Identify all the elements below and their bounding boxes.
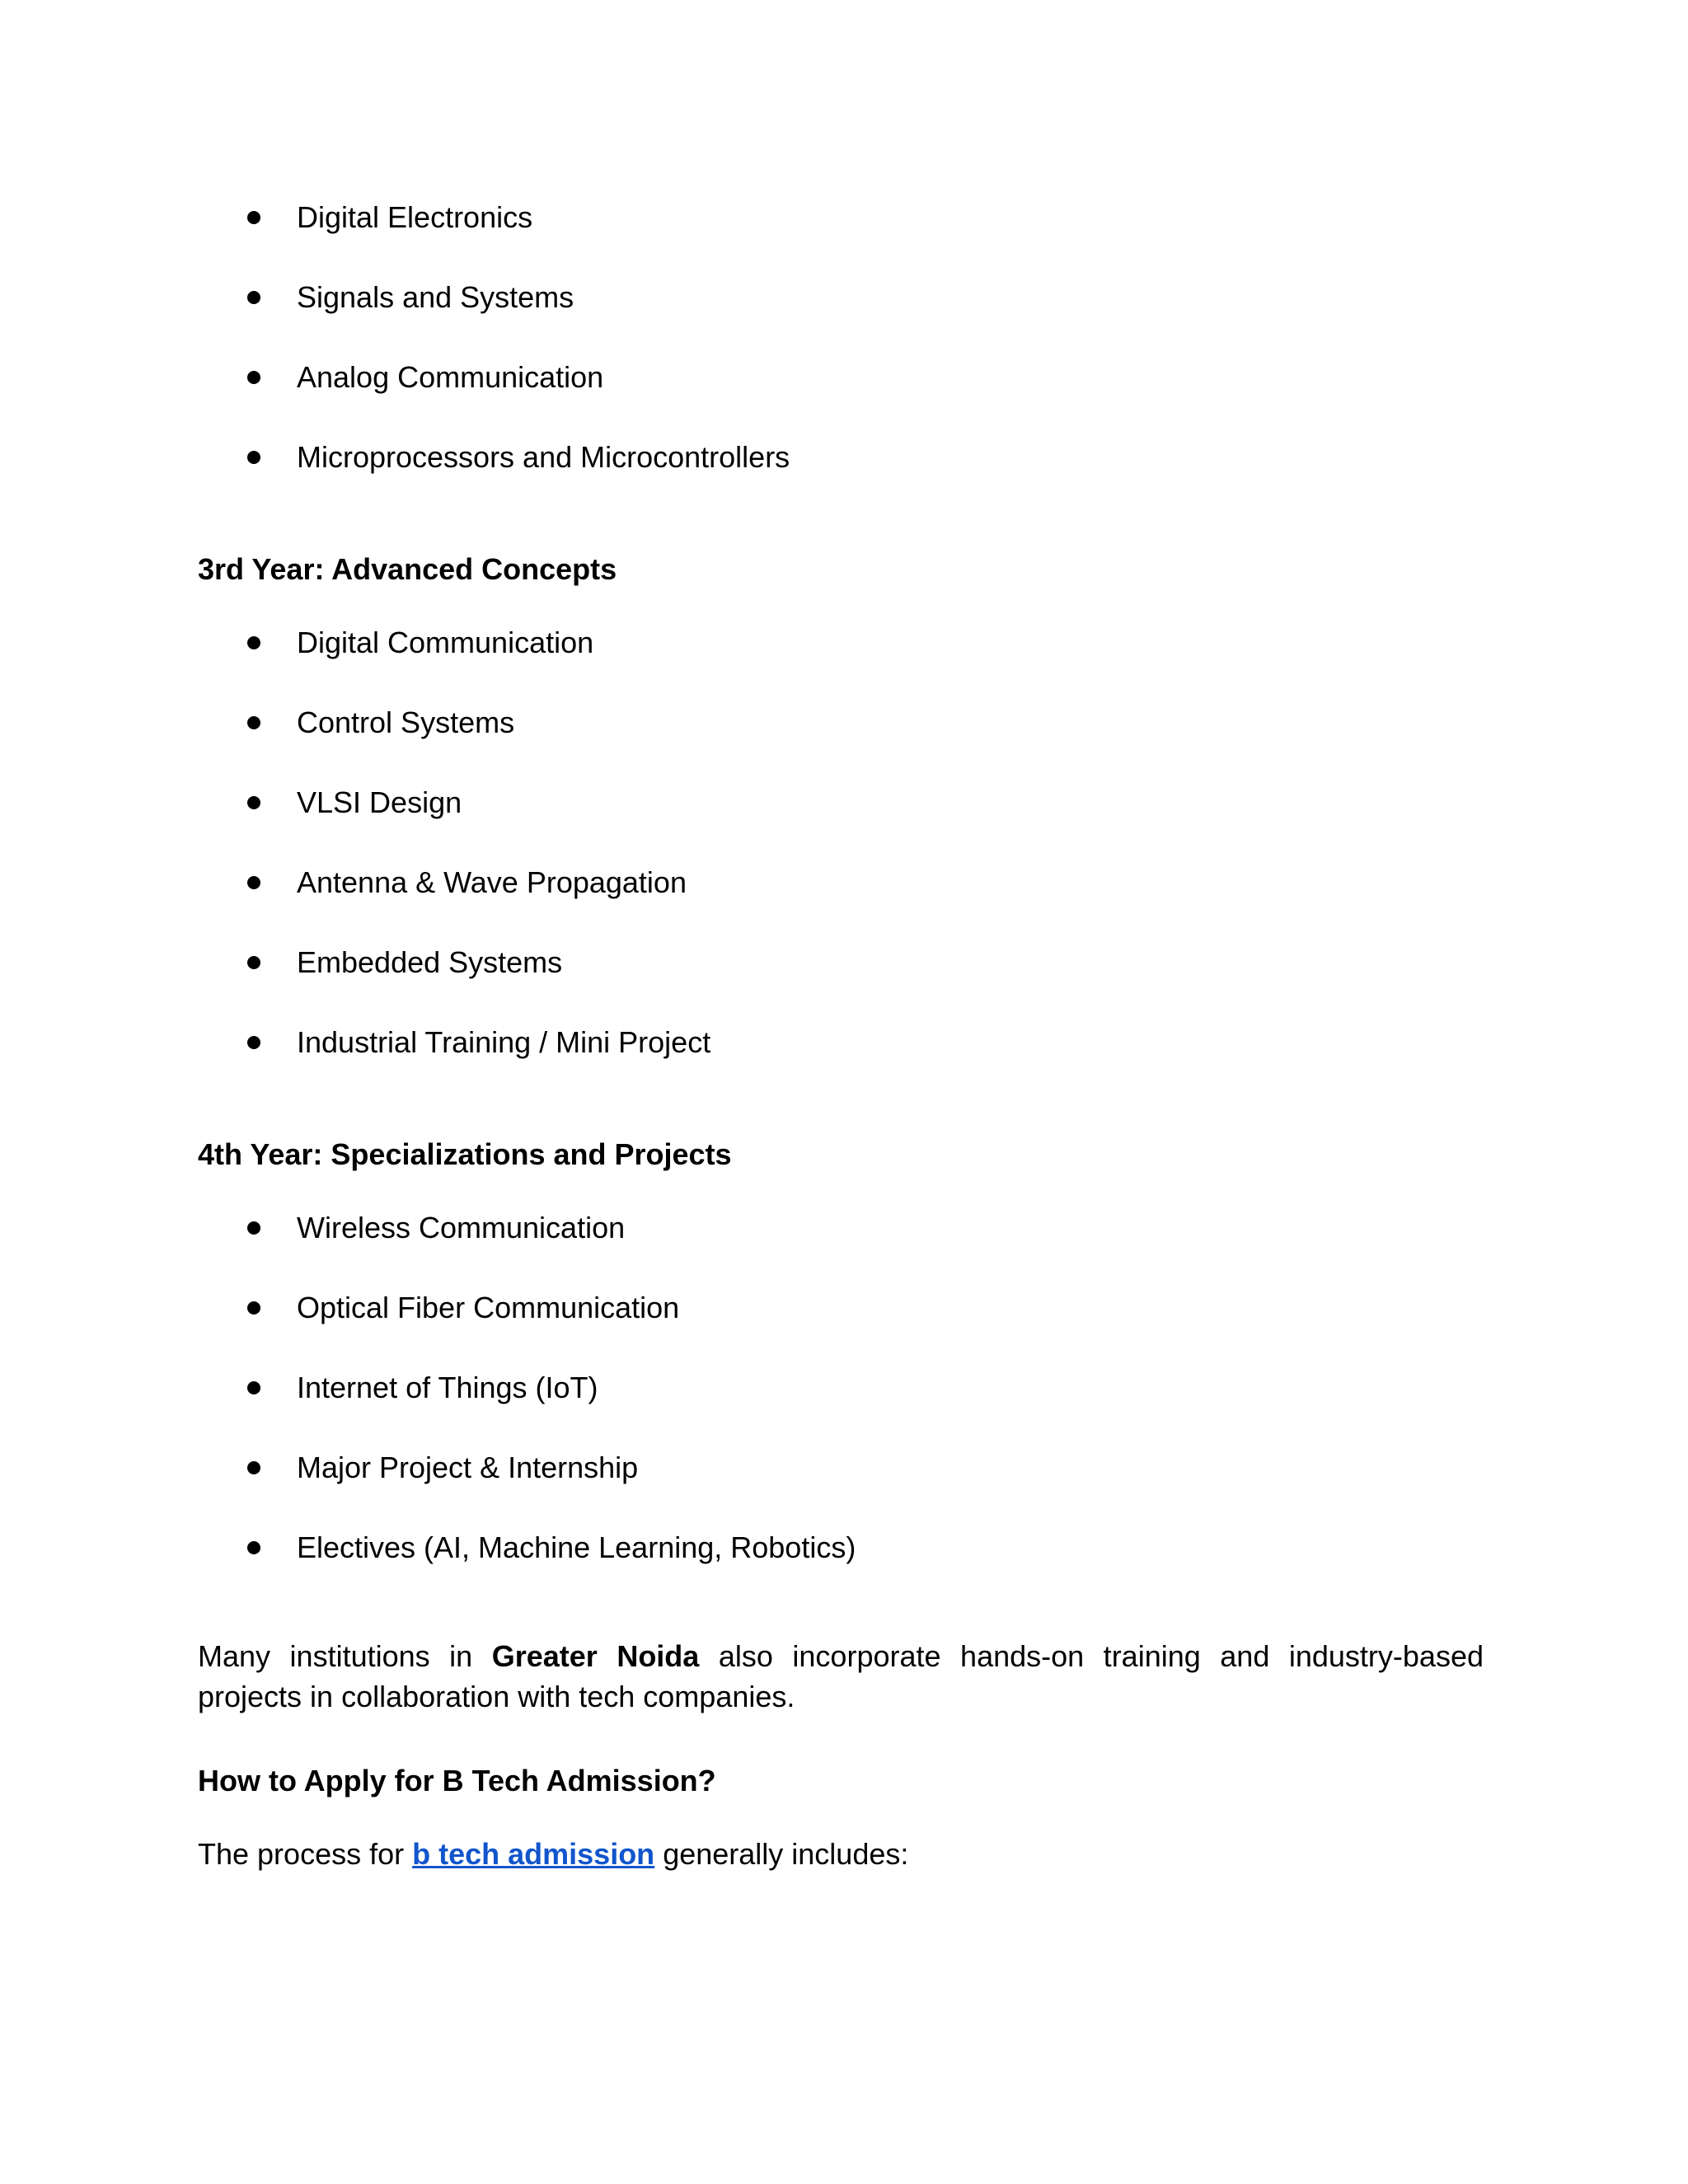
apply-paragraph — [198, 1834, 1484, 1874]
list-item-text: Internet of Things (IoT) — [297, 1371, 598, 1404]
list-item — [247, 1363, 598, 1413]
bullet-icon — [247, 716, 260, 729]
bullet-icon — [247, 1301, 260, 1315]
list-item-text: Analog Communication — [297, 360, 604, 394]
list-item-text: Signals and Systems — [297, 280, 574, 314]
list-item — [247, 1443, 638, 1493]
bullet-icon — [247, 211, 260, 224]
list-item — [247, 778, 462, 827]
list-item-text: Wireless Communication — [297, 1211, 626, 1244]
list-item-text: Industrial Training / Mini Project — [297, 1025, 711, 1059]
list-item — [247, 698, 514, 748]
list-item-text: Control Systems — [297, 705, 515, 739]
bullet-icon — [247, 1221, 260, 1235]
list-item-text: Major Project & Internship — [297, 1451, 639, 1484]
list-item-text: Embedded Systems — [297, 945, 563, 979]
bullet-icon — [247, 956, 260, 969]
b-tech-admission-link[interactable]: b tech admission — [412, 1837, 655, 1871]
list-item-text: Microprocessors and Microcontrollers — [297, 440, 790, 474]
list-item — [247, 858, 687, 907]
list-item-text: Digital Electronics — [297, 200, 533, 234]
list-item — [247, 353, 603, 402]
list-item-text: VLSI Design — [297, 785, 462, 819]
list-item-text: Electives (AI, Machine Learning, Robotics) — [297, 1530, 856, 1564]
bullet-icon — [247, 291, 260, 304]
bullet-icon — [247, 796, 260, 809]
list-item — [247, 1203, 625, 1253]
list-item — [247, 433, 790, 482]
institutions-paragraph — [198, 1636, 1484, 1717]
section-heading-year3: 3rd Year: Advanced Concepts — [198, 552, 617, 586]
paragraph-text: Many institutions in — [198, 1639, 492, 1673]
bullet-icon — [247, 1381, 260, 1394]
list-item — [247, 938, 562, 987]
bullet-icon — [247, 636, 260, 649]
list-item — [247, 618, 593, 668]
paragraph-text: The process for — [198, 1837, 413, 1871]
bullet-icon — [247, 451, 260, 464]
list-item — [247, 1018, 710, 1067]
bullet-icon — [247, 1036, 260, 1049]
list-item — [247, 273, 574, 322]
section-heading-year4: 4th Year: Specializations and Projects — [198, 1137, 732, 1171]
list-item — [247, 193, 532, 242]
list-item-text: Antenna & Wave Propagation — [297, 865, 687, 899]
list-item-text: Optical Fiber Communication — [297, 1291, 680, 1324]
list-item-text: Digital Communication — [297, 626, 594, 659]
bullet-icon — [247, 876, 260, 889]
bullet-icon — [247, 1461, 260, 1474]
list-item — [247, 1523, 856, 1572]
bullet-icon — [247, 1541, 260, 1554]
section-heading-apply: How to Apply for B Tech Admission? — [198, 1764, 716, 1797]
bullet-icon — [247, 371, 260, 384]
paragraph-text: generally includes: — [654, 1837, 909, 1871]
location-name: Greater Noida — [491, 1639, 700, 1673]
paragraph-text: also incorporate hands-on training and industry-based projects in collaboration with tech companies. — [198, 1639, 1484, 1713]
list-item — [247, 1283, 679, 1333]
